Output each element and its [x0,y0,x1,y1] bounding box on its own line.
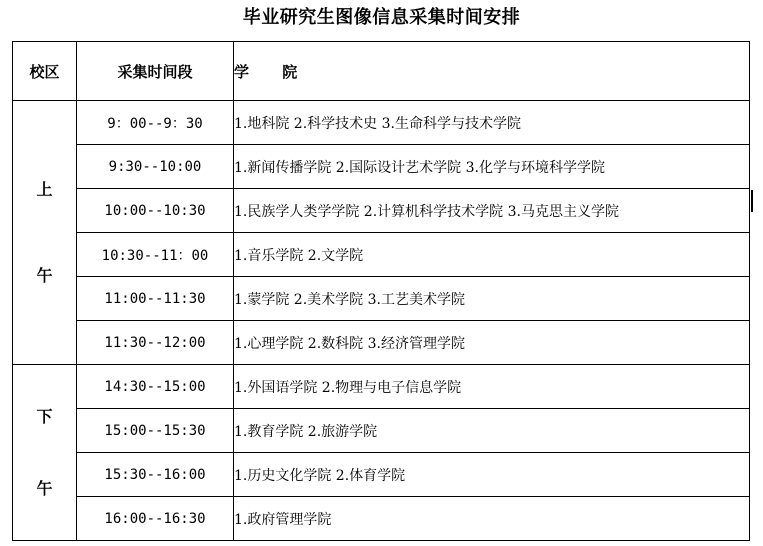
header-row [13,42,750,101]
session-morning [13,101,77,365]
colleges-cell: 1.音乐学院 2.文学院 [234,233,750,277]
time-slot-cell: 15:30--16:00 [77,453,234,497]
header-time-slot: 采集时间段 [77,42,234,101]
colleges-cell: 1.心理学院 2.数科院 3.经济管理学院 [234,321,750,365]
session-morning-char-1: 上 [36,179,53,199]
table-row [13,145,750,189]
session-morning-char-2: 午 [36,265,53,285]
table-row [13,189,750,233]
header-college: 学 院 [234,42,750,101]
header-campus: 校区 [13,42,77,101]
colleges-cell: 1.新闻传播学院 2.国际设计艺术学院 3.化学与环境科学学院 [234,145,750,189]
time-slot-cell: 11:00--11:30 [77,277,234,321]
time-slot-cell: 14:30--15:00 [77,365,234,409]
table-row [13,233,750,277]
colleges-cell: 1.地科院 2.科学技术史 3.生命科学与技术学院 [234,101,750,145]
table-row [13,277,750,321]
time-slot-cell: 11:30--12:00 [77,321,234,365]
time-slot-cell: 16:00--16:30 [77,497,234,541]
colleges-cell: 1.蒙学院 2.美术学院 3.工艺美术学院 [234,277,750,321]
page-title: 毕业研究生图像信息采集时间安排 [242,7,521,28]
session-afternoon-char-1: 下 [36,406,53,426]
table-row [13,497,750,541]
session-afternoon-char-2: 午 [36,478,53,498]
table-row [13,321,750,365]
schedule-table [12,41,750,541]
time-slot-cell: 9：00--9：30 [77,101,234,145]
table-row [13,409,750,453]
table-row [13,365,750,409]
colleges-cell: 1.外国语学院 2.物理与电子信息学院 [234,365,750,409]
table-row [13,101,750,145]
colleges-cell: 1.政府管理学院 [234,497,750,541]
colleges-cell: 1.民族学人类学学院 2.计算机科学技术学院 3.马克思主义学院 [234,189,750,233]
colleges-cell: 1.教育学院 2.旅游学院 [234,409,750,453]
session-afternoon [13,365,77,541]
time-slot-cell: 10:30--11：00 [77,233,234,277]
edge-mark [751,190,753,212]
time-slot-cell: 10:00--10:30 [77,189,234,233]
time-slot-cell: 15:00--15:30 [77,409,234,453]
colleges-cell: 1.历史文化学院 2.体育学院 [234,453,750,497]
table-row [13,453,750,497]
time-slot-cell: 9:30--10:00 [77,145,234,189]
